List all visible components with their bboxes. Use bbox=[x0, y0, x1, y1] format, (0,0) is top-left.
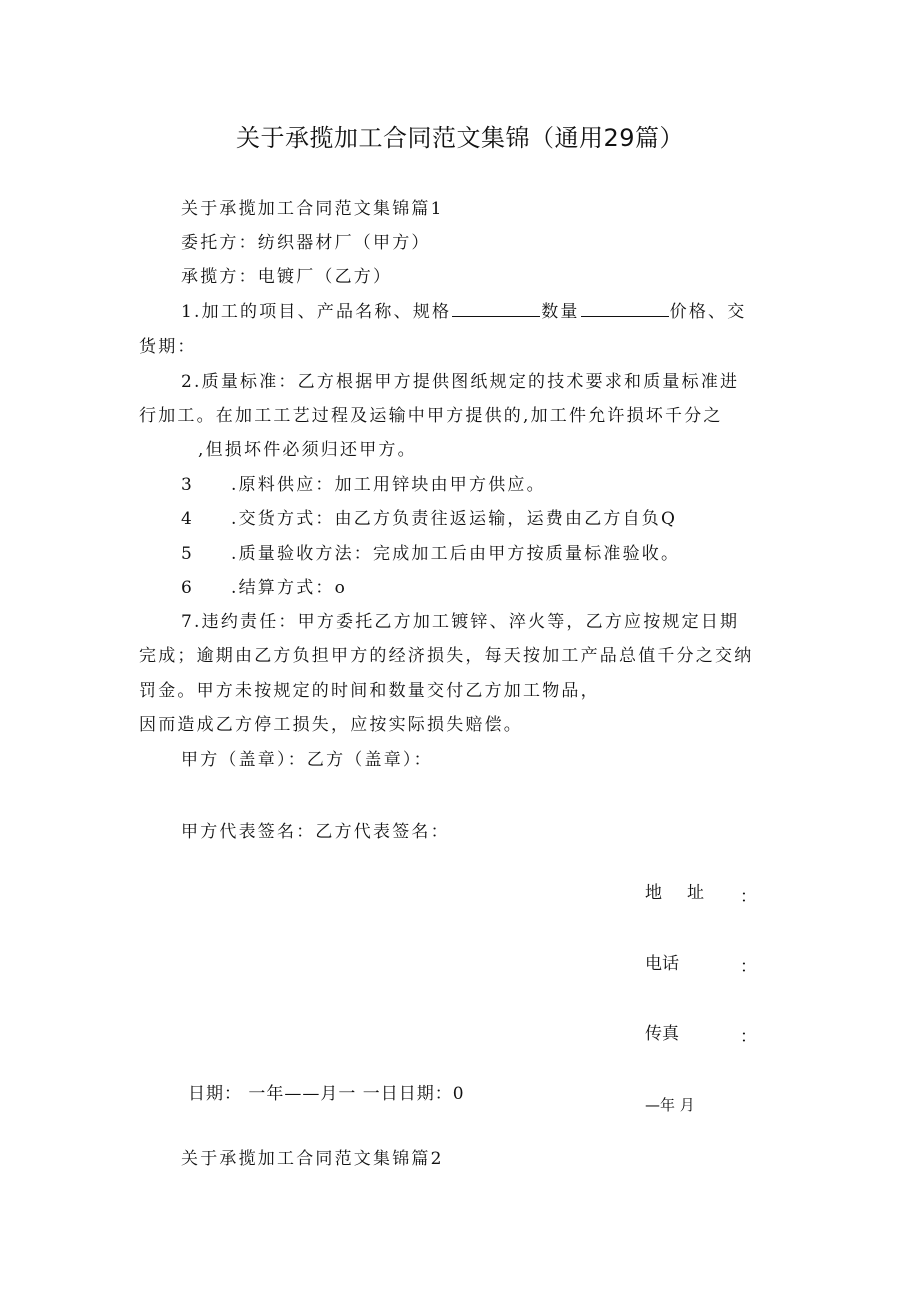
item-6-number: 6 bbox=[181, 578, 195, 598]
phone-label: 电话 bbox=[645, 954, 679, 974]
address-label: 地 址 bbox=[645, 883, 708, 903]
item-1-continued: 货期： bbox=[139, 337, 197, 357]
item-6-text: .结算方式：o bbox=[231, 578, 348, 598]
signature-line: 甲方代表签名：乙方代表签名： bbox=[181, 822, 450, 842]
phone-colon: ： bbox=[740, 957, 757, 977]
seal-line: 甲方（盖章）：乙方（盖章）： bbox=[181, 750, 433, 770]
party-b-line: 承揽方：电镀厂（乙方） bbox=[181, 267, 393, 287]
spec-blank bbox=[452, 302, 540, 317]
quantity-label: 数量 bbox=[541, 302, 580, 322]
quantity-blank bbox=[581, 302, 669, 317]
item-3-number: 3 bbox=[181, 475, 195, 495]
fax-label: 传真 bbox=[645, 1024, 679, 1044]
item-5-number: 5 bbox=[181, 544, 195, 564]
item-5-line bbox=[181, 542, 680, 566]
item-2-line-1: 2.质量标准：乙方根据甲方提供图纸规定的技术要求和质量标准进 bbox=[181, 372, 740, 392]
date-line: 日期： 一年——月一 一日日期：0 bbox=[188, 1084, 465, 1104]
item-7-line-1: 7.违约责任：甲方委托乙方加工镀锌、淬火等，乙方应按规定日期 bbox=[181, 612, 740, 632]
item-7-line-3: 罚金。甲方未按规定的时间和数量交付乙方加工物品， bbox=[139, 681, 600, 701]
party-a-line: 委托方：纺织器材厂（甲方） bbox=[181, 233, 431, 253]
item-2-line-2: 行加工。在加工工艺过程及运输中甲方提供的,加工件允许损坏千分之 bbox=[139, 406, 723, 426]
item-5-text: .质量验收方法：完成加工后由甲方按质量标准验收。 bbox=[231, 544, 681, 564]
item-4-text: .交货方式：由乙方负责往返运输，运费由乙方自负Q bbox=[231, 509, 678, 529]
price-label: 价格、交 bbox=[669, 302, 747, 322]
item-4-line bbox=[181, 507, 677, 531]
item-3-line bbox=[181, 473, 546, 497]
item-7-line-2: 完成；逾期由乙方负担甲方的经济损失，每天按加工产品总值千分之交纳 bbox=[139, 646, 754, 666]
item-3-text: .原料供应：加工用锌块由甲方供应。 bbox=[231, 475, 546, 495]
fax-colon: ： bbox=[740, 1027, 757, 1047]
item-7-line-4: 因而造成乙方停工损失，应按实际损失赔偿。 bbox=[139, 715, 523, 735]
address-colon: ： bbox=[740, 887, 757, 907]
item-6-line bbox=[181, 576, 347, 600]
item-4-number: 4 bbox=[181, 509, 195, 529]
item-1-line bbox=[181, 300, 746, 324]
section-heading-2: 关于承揽加工合同范文集锦篇2 bbox=[181, 1149, 444, 1169]
item-1-label: 1.加工的项目、产品名称、规格 bbox=[181, 302, 452, 322]
section-heading-1: 关于承揽加工合同范文集锦篇1 bbox=[181, 199, 444, 219]
document-title: 关于承揽加工合同范文集锦（通用29篇） bbox=[235, 124, 685, 152]
item-2-line-3: ,但损坏件必须归还甲方。 bbox=[198, 440, 417, 460]
date-right: —年 月 bbox=[645, 1096, 695, 1114]
